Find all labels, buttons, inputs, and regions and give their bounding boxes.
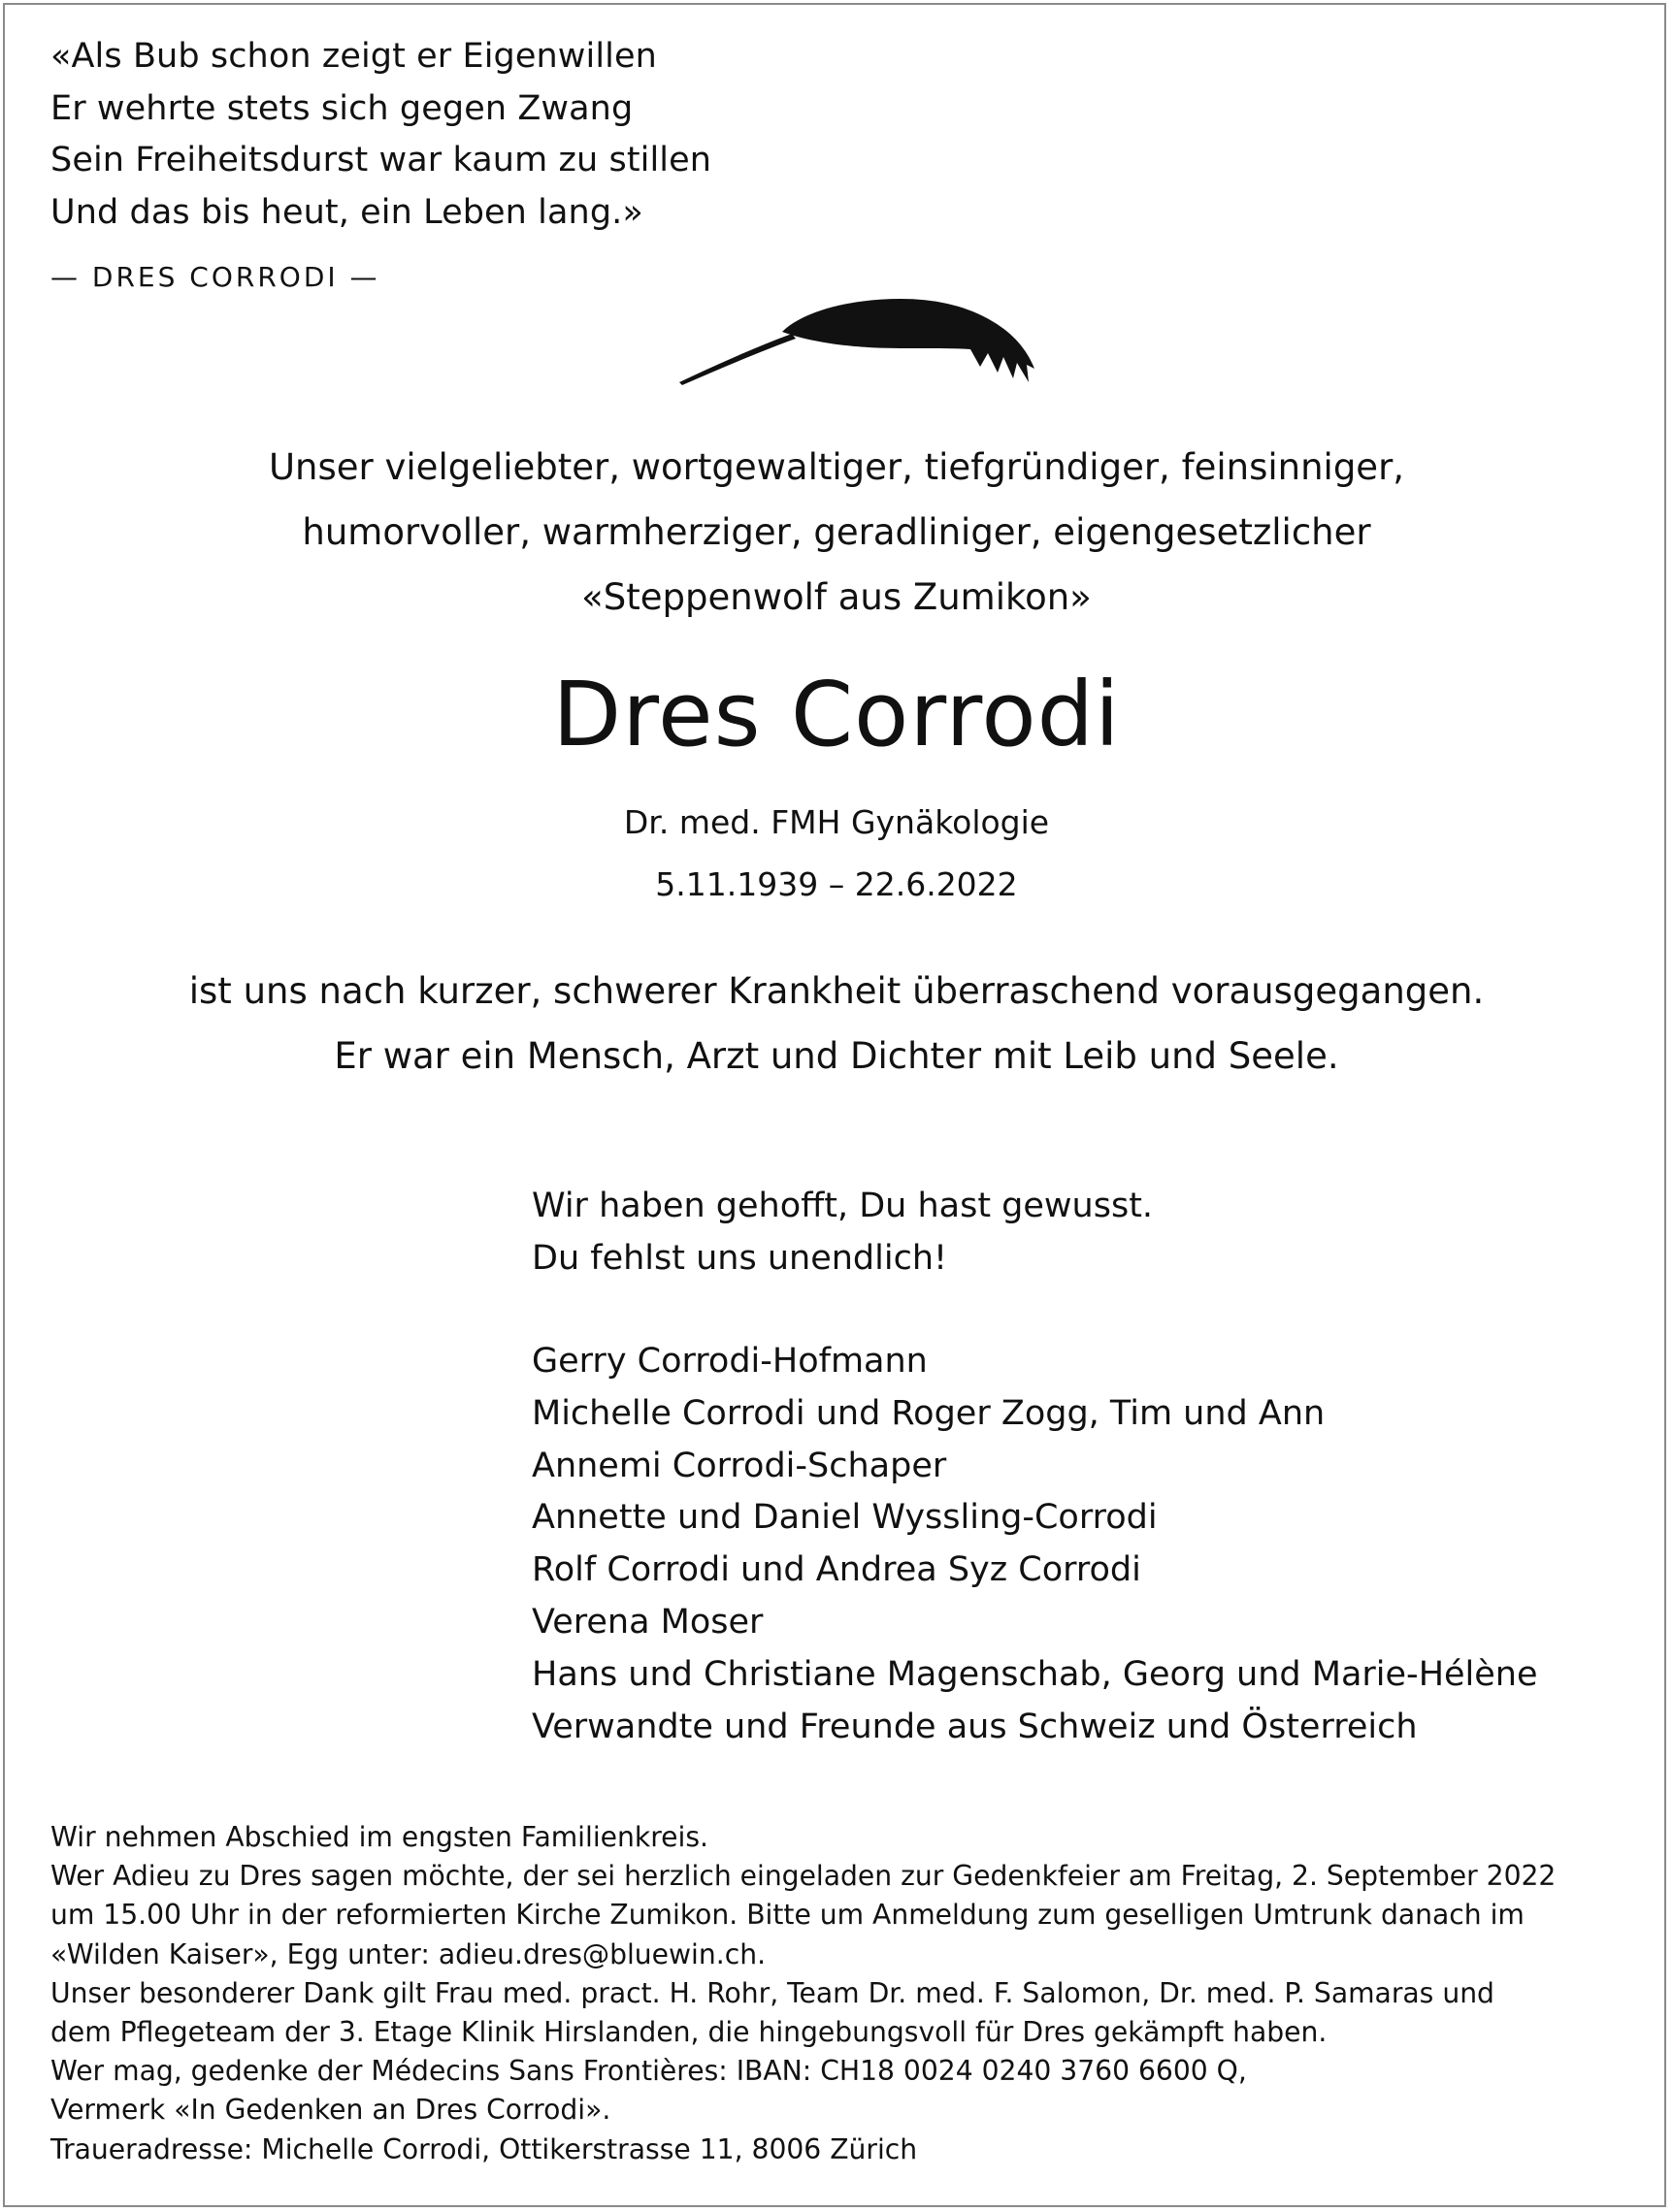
mourner: Verwandte und Freunde aus Schweiz und Österreich [532, 1707, 1418, 1746]
mourners-list [532, 1336, 1538, 1753]
poem-line: Sein Freiheitsdurst war kaum zu stillen [50, 141, 712, 179]
notice-line: Wer Adieu zu Dres sagen möchte, der sei herzlich eingeladen zur Gedenkfeier am Freitag, 2. September 2022 [50, 1860, 1557, 1893]
announcement-line: ist uns nach kurzer, schwerer Krankheit überraschend vorausgegangen. [188, 970, 1485, 1012]
announcement-line: Er war ein Mensch, Arzt und Dichter mit Leib und Seele. [334, 1035, 1339, 1077]
mourner: Gerry Corrodi-Hofmann [532, 1342, 928, 1381]
mourner: Rolf Corrodi und Andrea Syz Corrodi [532, 1550, 1141, 1590]
mourner: Annette und Daniel Wyssling-Corrodi [532, 1498, 1158, 1538]
attributes-line: humorvoller, warmherziger, geradliniger, eigengesetzlicher [302, 511, 1371, 553]
notice-line: Wir nehmen Abschied im engsten Familienkreis. [50, 1821, 708, 1853]
deceased-name: Dres Corrodi [552, 663, 1121, 766]
attributes [0, 435, 1673, 630]
poem-line: «Als Bub schon zeigt er Eigenwillen [50, 37, 657, 76]
poem-line: Und das bis heut, ein Leben lang.» [50, 192, 643, 232]
deceased-title: Dr. med. FMH Gynäkologie [623, 803, 1050, 841]
notice-line: «Wilden Kaiser», Egg unter: adieu.dres@bluewin.ch. [50, 1937, 767, 1970]
mourner: Michelle Corrodi und Roger Zogg, Tim und Ann [532, 1393, 1326, 1433]
announcement [0, 959, 1673, 1089]
notice-line: Vermerk «In Gedenken an Dres Corrodi». [50, 2094, 611, 2127]
notice-line: Traueradresse: Michelle Corrodi, Ottikerstrasse 11, 8006 Zürich [50, 2132, 918, 2165]
notice [50, 1818, 1556, 2169]
feather-icon [677, 293, 1038, 386]
poem [50, 31, 711, 239]
notice-line: Wer mag, gedenke der Médecins Sans Frontières: IBAN: CH18 0024 0240 3760 6600 Q, [50, 2055, 1247, 2088]
attributes-line: «Steppenwolf aus Zumikon» [581, 576, 1092, 618]
closing-words [532, 1180, 1153, 1285]
mourner: Hans und Christiane Magenschab, Georg und Marie-Hélène [532, 1654, 1538, 1694]
notice-line: dem Pflegeteam der 3. Etage Klinik Hirslanden, die hingebungsvoll für Dres gekämpft haben. [50, 2016, 1328, 2049]
poem-author: — DRES CORRODI — [50, 261, 380, 293]
poem-line: Er wehrte stets sich gegen Zwang [50, 88, 634, 128]
notice-line: um 15.00 Uhr in der reformierten Kirche Zumikon. Bitte um Anmeldung zum geselligen Umtrunk danach im [50, 1899, 1525, 1932]
mourner: Annemi Corrodi-Schaper [532, 1446, 947, 1485]
notice-line: Unser besonderer Dank gilt Frau med. pract. H. Rohr, Team Dr. med. F. Salomon, Dr. med. P. Samaras und [50, 1976, 1494, 2009]
closing-line: Du fehlst uns unendlich! [532, 1239, 948, 1278]
closing-line: Wir haben gehofft, Du hast gewusst. [532, 1187, 1154, 1225]
mourner: Verena Moser [532, 1602, 764, 1642]
attributes-line: Unser vielgeliebter, wortgewaltiger, tiefgründiger, feinsinniger, [268, 446, 1405, 488]
deceased-dates: 5.11.1939 – 22.6.2022 [655, 865, 1018, 903]
